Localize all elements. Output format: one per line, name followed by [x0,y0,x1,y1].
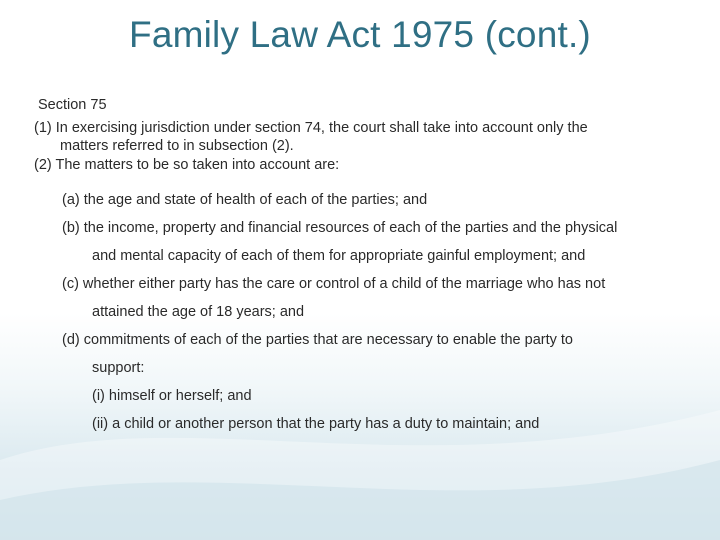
item-d [62,331,573,433]
paragraph-1 [34,119,694,155]
paragraph-2-line-1: (2) The matters to be so taken into account are: [34,157,340,173]
item-d-ii: (ii) a child or another person that the party has a duty to maintain; and [92,416,540,432]
item-b-line-2: and mental capacity of each of them for appropriate gainful employment; and [92,248,586,264]
item-d-i: (i) himself or herself; and [92,388,252,404]
paragraph-1-line-1: (1) In exercising jurisdiction under section 74, the court shall take into account only the [34,120,588,136]
section-heading: Section 75 [38,97,107,113]
item-c-line-1: (c) whether either party has the care or control of a child of the marriage who has not [62,276,606,292]
item-a [62,191,427,209]
item-d-line-1: (d) commitments of each of the parties that are necessary to enable the party to [62,332,573,348]
item-b [62,219,617,265]
item-c [62,275,605,321]
item-b-line-1: (b) the income, property and financial resources of each of the parties and the physical [62,220,618,236]
item-d-line-2: support: [92,360,145,376]
item-c-line-2: attained the age of 18 years; and [92,304,305,320]
paragraph-1-line-2: matters referred to in subsection (2). [60,138,294,154]
item-a-line-1: (a) the age and state of health of each of the parties; and [62,192,428,208]
slide-body [34,96,694,174]
slide-title: Family Law Act 1975 (cont.) [129,14,591,55]
paragraph-2 [34,156,694,174]
